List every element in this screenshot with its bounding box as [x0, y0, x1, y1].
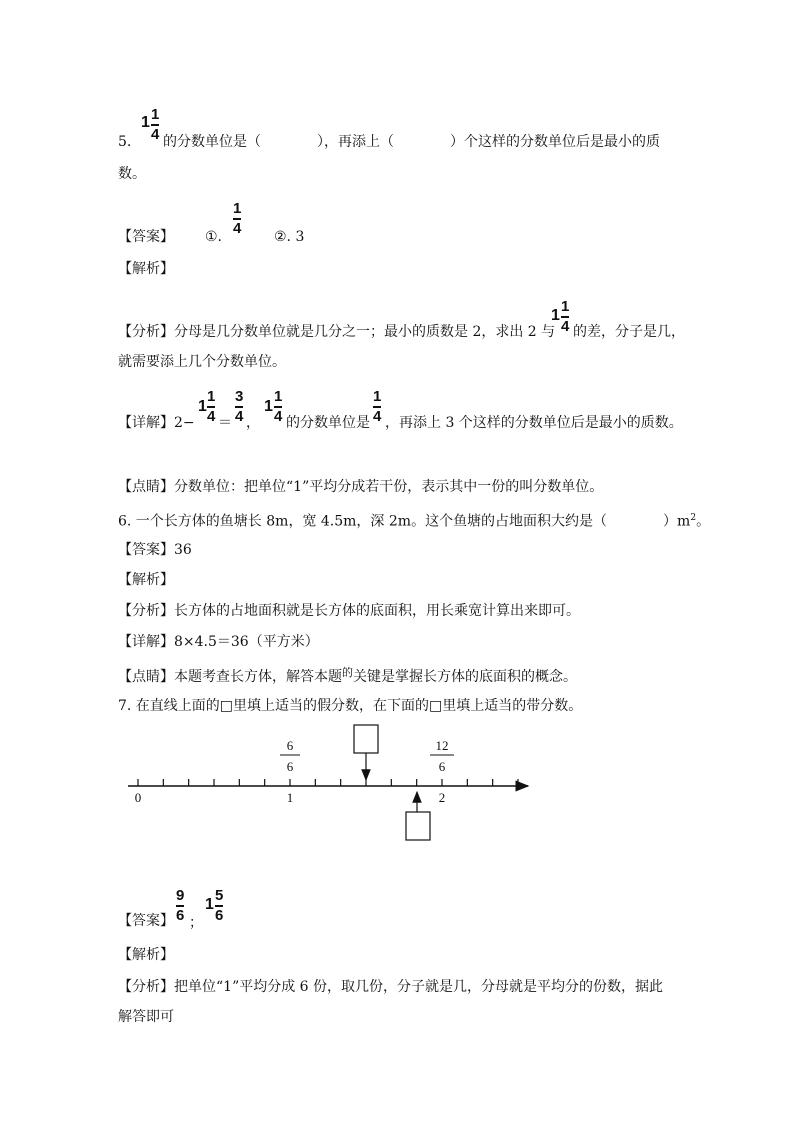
dianjing-tag: 【点睛】	[118, 669, 174, 685]
tick-label-1: 1	[286, 790, 294, 805]
frac2-numerator: 12	[435, 738, 449, 753]
jiexi-tag: 【解析】	[118, 261, 174, 277]
q7-question: 7. 在直线上面的□里填上适当的假分数，在下面的□里填上适当的带分数。	[118, 698, 583, 714]
frac1-numerator: 6	[286, 738, 294, 753]
denominator: 4	[235, 407, 244, 425]
fenxi-tag: 【分析】	[118, 979, 174, 995]
answer-tag: 【答案】	[118, 542, 174, 558]
q5-mixed-whole: 1	[141, 114, 150, 131]
denominator: 4	[274, 407, 283, 425]
number-line-ticks	[138, 779, 518, 786]
frac1-denominator: 6	[286, 759, 294, 774]
lower-answer-box[interactable]	[406, 812, 430, 840]
q5-ans2: ②. 3	[274, 229, 305, 245]
fenxi-tag: 【分析】	[118, 324, 174, 340]
number-line-figure	[110, 722, 550, 852]
denominator: 4	[561, 317, 570, 335]
tick-label-0: 0	[134, 790, 142, 805]
q5-xj-unit-fraction	[373, 389, 381, 425]
q6-dianjing-text	[174, 667, 577, 688]
numerator: 3	[235, 388, 244, 405]
q5-fenxi-text1: 分母是几分数单位就是几分之一；最小的质数是 2，求出 2 与	[174, 324, 556, 340]
comma: ，	[246, 415, 260, 431]
denominator: 4	[207, 407, 216, 425]
mixed-whole: 1	[551, 307, 560, 324]
q6-question-text	[118, 508, 710, 532]
equals-sign: ＝	[218, 415, 232, 431]
q5-fenxi-fraction	[561, 299, 569, 335]
q5-text-line2: 数。	[118, 166, 146, 182]
q7-ans1-fraction	[176, 888, 184, 924]
denominator: 6	[215, 906, 224, 924]
denominator: 4	[373, 407, 382, 425]
q6-xiangjie-text: 8×4.5＝36（平方米）	[174, 634, 319, 650]
q5-number: 5.	[118, 134, 132, 150]
numerator: 1	[233, 200, 242, 217]
numerator: 1	[561, 298, 570, 315]
q5-xj-fraction2	[274, 389, 282, 425]
denominator: 6	[176, 906, 185, 924]
jiexi-tag: 【解析】	[118, 572, 174, 588]
q6-fenxi-text: 长方体的占地面积就是长方体的底面积，用长乘宽计算出来即可。	[174, 603, 580, 619]
denominator: 4	[233, 219, 242, 237]
jiexi-tag: 【解析】	[118, 947, 174, 963]
mixed-whole: 1	[198, 398, 207, 415]
tick-label-2: 2	[438, 790, 446, 805]
q5-xj-result-fraction	[235, 389, 243, 425]
q7-fenxi-text2: 解答即可	[118, 1009, 174, 1025]
q5-fraction	[151, 107, 159, 143]
answer-tag: 【答案】	[118, 913, 174, 929]
q5-xj-prefix: 2−	[174, 415, 195, 431]
upper-answer-box[interactable]	[354, 725, 378, 753]
q5-xj-text1: 的分数单位是	[286, 415, 370, 431]
q5-xj-text2: ，再添上 3 个这样的分数单位后是最小的质数。	[385, 415, 683, 431]
frac2-denominator: 6	[438, 759, 446, 774]
numerator: 5	[215, 887, 224, 904]
q5-dianjing-text: 分数单位：把单位“1”平均分成若干份，表示其中一份的叫分数单位。	[174, 479, 604, 495]
separator: ；	[189, 915, 203, 931]
q6-dianjing-a: 本题考查长方体，解答本题	[174, 669, 342, 685]
period: 。	[696, 513, 711, 530]
numerator: 1	[274, 388, 283, 405]
q5-frac-num: 1	[151, 106, 160, 123]
numerator: 1	[373, 388, 382, 405]
answer-tag: 【答案】	[118, 229, 174, 245]
numerator: 9	[176, 887, 185, 904]
q5-frac-den: 4	[151, 125, 160, 143]
q6-dianjing-de: 的	[342, 666, 353, 679]
q6-question-main: 6. 一个长方体的鱼塘长 8m，宽 4.5m，深 2m。这个鱼塘的占地面积大约是（ ）m	[118, 513, 691, 530]
xiangjie-tag: 【详解】	[118, 415, 174, 431]
q5-fenxi-text2: 的差，分子是几，	[573, 324, 685, 340]
q5-ans1-fraction	[233, 201, 241, 237]
numerator: 1	[207, 388, 216, 405]
q6-answer: 36	[174, 542, 192, 558]
mixed-whole: 1	[205, 896, 214, 913]
q7-fenxi-text1: 把单位“1”平均分成 6 份，取几份，分子就是几，分母就是平均分的份数，据此	[174, 979, 664, 995]
q5-fenxi-text3: 就需要添上几个分数单位。	[118, 354, 286, 370]
q5-ans1-prefix: ①.	[205, 229, 223, 245]
q7-ans2-fraction	[215, 888, 223, 924]
fenxi-tag: 【分析】	[118, 603, 174, 619]
q5-xj-fraction	[207, 389, 215, 425]
mixed-whole: 1	[264, 398, 273, 415]
q6-dianjing-b: 关键是掌握长方体的底面积的概念。	[353, 669, 577, 685]
q5-text-line1: 的分数单位是（ ），再添上（ ）个这样的分数单位后是最小的质	[163, 134, 660, 150]
superscript-2: 2	[690, 513, 697, 523]
dianjing-tag: 【点睛】	[118, 479, 174, 495]
xiangjie-tag: 【详解】	[118, 634, 174, 650]
